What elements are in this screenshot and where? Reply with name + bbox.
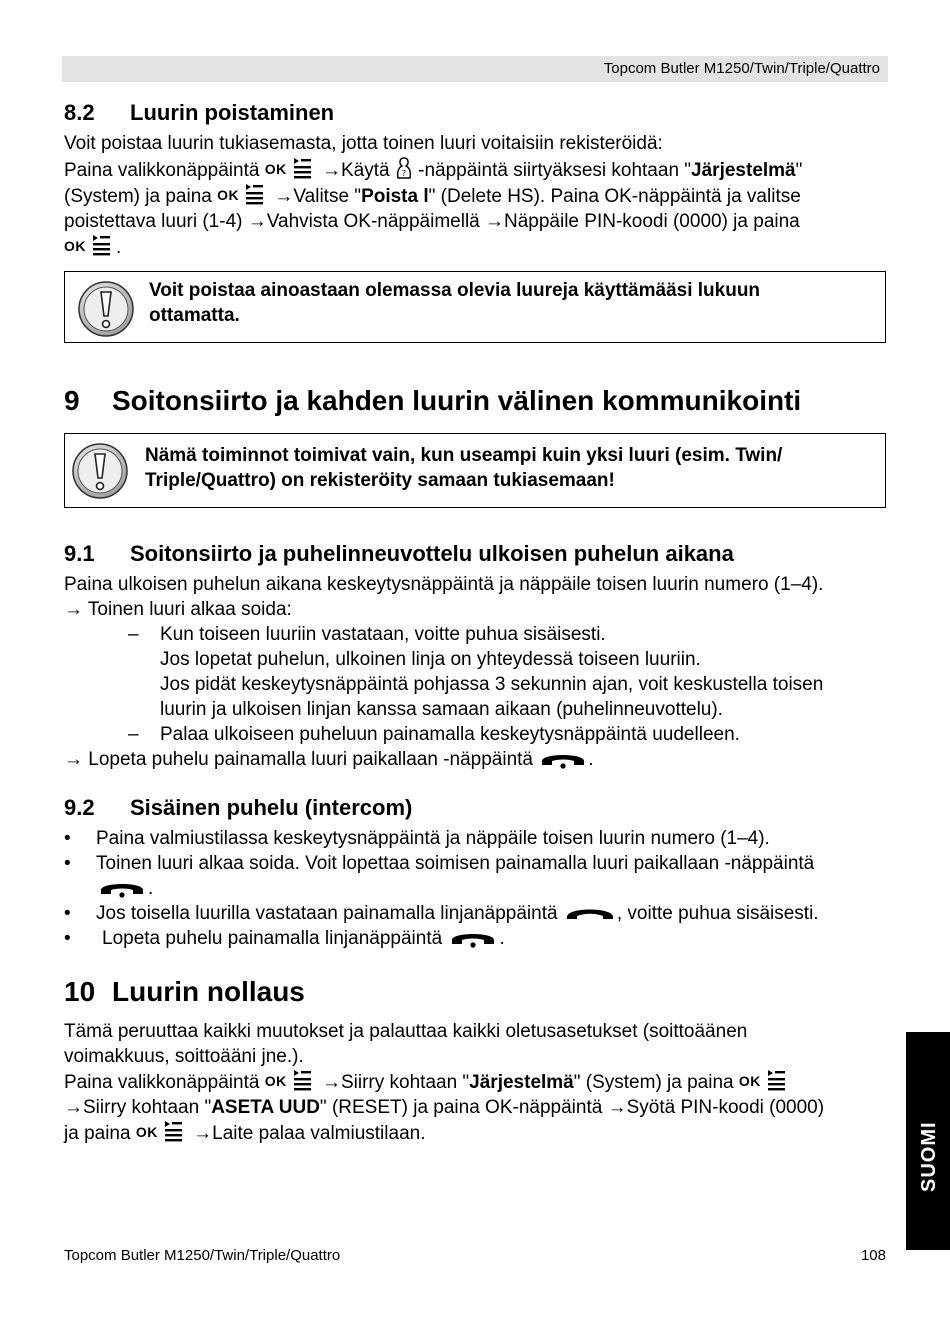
chapter-number: 10 — [64, 976, 96, 1007]
bullet: • — [64, 828, 71, 849]
dash-item — [64, 722, 894, 747]
ok-menu-key-icon: OK — [739, 1069, 791, 1091]
section-number: 9.2 — [64, 795, 95, 820]
text: →Siirry kohtaan " — [321, 1072, 470, 1093]
text: Jos toisella luurilla vastataan painamalla linjanäppäintä — [96, 903, 558, 924]
text: Lopeta puhelu painamalla linjanäppäintä — [102, 928, 443, 949]
bullet: • — [64, 928, 71, 949]
page-number: 108 — [860, 1247, 886, 1264]
paragraph-line: Jos pidät keskeytysnäppäintä pohjassa 3 sekunnin ajan, voit keskustella toisen — [160, 674, 824, 695]
paragraph-line — [64, 1120, 894, 1146]
list-item — [64, 926, 894, 951]
note-text: Voit poistaa ainoastaan olemassa olevia luureja käyttämääsi lukuun — [149, 280, 761, 301]
text: . — [116, 237, 122, 258]
bullet: • — [64, 853, 71, 874]
ok-menu-key-icon: OK — [136, 1120, 188, 1142]
note-text: Triple/Quattro) on rekisteröity samaan tukiasemaan! — [145, 470, 615, 491]
text: . — [588, 749, 594, 770]
text: " — [795, 160, 803, 181]
text: →Laite palaa valmiustilaan. — [193, 1123, 426, 1144]
text: , voitte puhua sisäisesti. — [616, 903, 819, 924]
text: " (RESET) ja paina OK-näppäintä →Syötä PIN-koodi (0000) — [319, 1097, 825, 1118]
text: . — [499, 928, 505, 949]
text: Palaa ulkoiseen puheluun painamalla keskeytysnäppäintä uudelleen. — [160, 724, 740, 745]
paragraph-line — [64, 183, 802, 209]
text: " (System) ja paina — [573, 1072, 734, 1093]
list-item — [64, 826, 894, 851]
text-bold: Järjestelmä — [469, 1072, 574, 1093]
paragraph-line — [64, 156, 802, 183]
note-text: ottamatta. — [149, 305, 240, 326]
section-title: Soitonsiirto ja puhelinneuvottelu ulkoisen puhelun aikana — [130, 541, 734, 566]
ok-menu-key-icon: OK — [217, 183, 269, 205]
ok-menu-key-icon: OK — [265, 157, 317, 179]
list-item — [64, 901, 894, 926]
text: →Siirry kohtaan " — [64, 1097, 212, 1118]
paragraph-line: Paina ulkoisen puhelun aikana keskeytysnäppäintä ja näppäile toisen luurin numero (1–4). — [64, 574, 824, 595]
text: . — [148, 878, 154, 899]
paragraph-line: Jos lopetat puhelun, ulkoinen linja on yhteydessä toiseen luuriin. — [160, 649, 701, 670]
text-bold: ASETA UUD — [211, 1097, 320, 1118]
paragraph-line: Tämä peruuttaa kaikki muutokset ja palauttaa kaikki oletusasetukset (soittoäänen — [64, 1021, 748, 1042]
text: Kun toiseen luuriin vastataan, voitte puhua sisäisesti. — [160, 624, 606, 645]
section-heading-8-2 — [64, 100, 664, 126]
paragraph-line: → Toinen luuri alkaa soida: — [64, 599, 292, 620]
warning-icon — [77, 280, 135, 338]
warning-note — [64, 433, 886, 508]
end-call-key-icon — [538, 749, 588, 769]
section-title: Luurin poistaminen — [130, 100, 335, 125]
end-call-key-icon — [96, 878, 148, 898]
section-number: 8.2 — [64, 100, 95, 125]
navigation-key-icon — [395, 156, 413, 180]
end-call-key-icon — [447, 928, 499, 948]
section-number: 9.1 — [64, 541, 95, 566]
section-title: Sisäinen puhelu (intercom) — [130, 795, 413, 820]
section-8-2-body — [64, 131, 802, 260]
list-item — [64, 851, 894, 876]
section-heading-9-2 — [64, 795, 884, 821]
ok-menu-key-icon: OK — [265, 1069, 317, 1091]
dash: – — [128, 624, 139, 645]
bullet: • — [64, 903, 71, 924]
footer-title: Topcom Butler M1250/Twin/Triple/Quattro — [64, 1247, 341, 1264]
chapter-heading-10 — [64, 976, 884, 1008]
chapter-number: 9 — [64, 385, 80, 416]
chapter-heading-9 — [64, 385, 884, 417]
language-tab-label: SUOMI — [918, 1121, 940, 1192]
paragraph-line — [64, 876, 894, 901]
paragraph-line: Voit poistaa luurin tukiasemasta, jotta toinen luuri voitaisiin rekisteröidä: — [64, 133, 663, 154]
chapter-title: Soitonsiirto ja kahden luurin välinen kommunikointi — [112, 385, 802, 416]
paragraph-line — [64, 1069, 894, 1095]
page-header — [62, 56, 888, 82]
dash-item — [64, 622, 894, 647]
text: " (Delete HS). Paina OK-näppäintä ja valitse — [428, 186, 801, 207]
dash: – — [128, 724, 139, 745]
section-heading-9-1 — [64, 541, 884, 567]
text: Paina valmiustilassa keskeytysnäppäintä ja näppäile toisen luurin numero (1–4). — [96, 828, 770, 849]
text: (System) ja paina — [64, 186, 212, 207]
paragraph-line — [64, 234, 802, 260]
text-bold: Poista l — [361, 186, 429, 207]
ok-menu-key-icon: OK — [64, 234, 116, 256]
paragraph-line: voimakkuus, soittoääni jne.). — [64, 1046, 304, 1067]
warning-icon — [71, 442, 129, 500]
text-bold: Järjestelmä — [691, 160, 796, 181]
text: → Lopeta puhelu painamalla luuri paikallaan -näppäintä — [64, 749, 533, 770]
language-tab — [906, 1032, 950, 1250]
paragraph-line: luurin ja ulkoisen linjan kanssa samaan aikaan (puhelinneuvottelu). — [160, 699, 723, 720]
section-9-2-list — [64, 826, 894, 951]
svg-text:?: ? — [401, 169, 406, 178]
text: Paina valikkonäppäintä — [64, 1072, 260, 1093]
header-title: Topcom Butler M1250/Twin/Triple/Quattro — [603, 60, 880, 77]
paragraph-line — [64, 1095, 894, 1120]
paragraph-line — [64, 747, 894, 772]
text: →Valitse " — [274, 186, 362, 207]
text: -näppäintä siirtyäksesi kohtaan " — [418, 160, 692, 181]
text: →Käytä — [321, 160, 390, 181]
call-key-icon — [563, 903, 617, 923]
text: Paina valikkonäppäintä — [64, 160, 260, 181]
paragraph-line: poistettava luuri (1-4) →Vahvista OK-näppäimellä →Näppäile PIN-koodi (0000) ja paina — [64, 211, 800, 232]
note-text: Nämä toiminnot toimivat vain, kun useampi kuin yksi luuri (esim. Twin/ — [145, 445, 783, 466]
text: ja paina — [64, 1123, 131, 1144]
warning-note — [64, 271, 886, 343]
chapter-title: Luurin nollaus — [112, 976, 305, 1007]
text: Toinen luuri alkaa soida. Voit lopettaa soimisen painamalla luuri paikallaan -näppäintä — [96, 853, 815, 874]
section-9-1-body — [64, 572, 894, 772]
section-10-body — [64, 1019, 894, 1146]
